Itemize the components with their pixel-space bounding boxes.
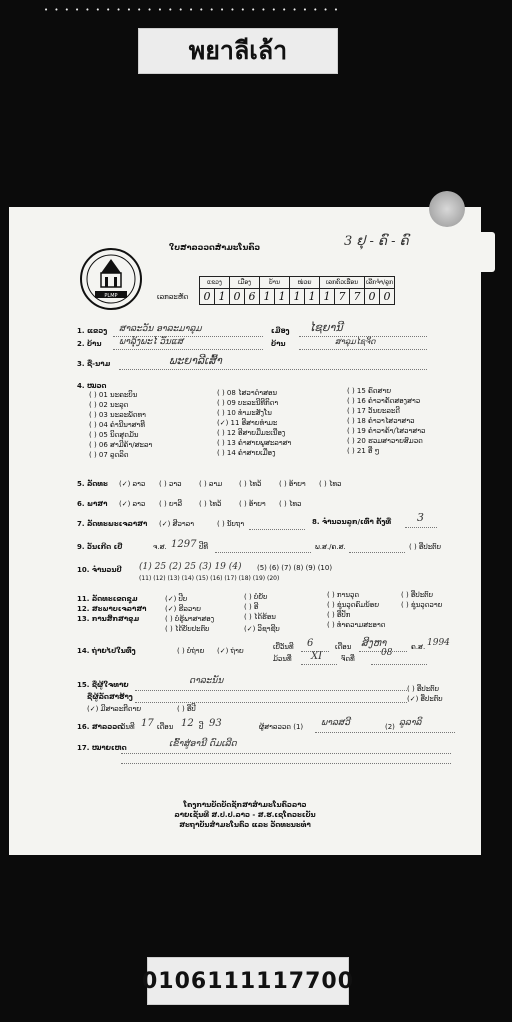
logo-text: PLMP xyxy=(104,293,118,299)
field-9-value: 1297 xyxy=(171,539,197,550)
option-item: ( ) 06 ສາມີຄ້າ/ສະລາ xyxy=(89,441,153,449)
field-13-b: ( ) ໄດ້ຮ້ອນ xyxy=(244,613,276,621)
code-column-header: ບ້ານ xyxy=(260,277,290,289)
option-item: ( ) 19 ຄຳວາຄ້າ/ໄສວາສາວ xyxy=(347,427,426,435)
field-14-roll: XI xyxy=(311,651,323,662)
field-14-b: (✓) ຖ່າຍ xyxy=(217,647,244,655)
option-item: ( ) ອ້າຍາ xyxy=(279,480,306,488)
field-16-by2-label: (2) xyxy=(385,723,395,731)
code-digit-cell: 7 xyxy=(335,289,350,305)
field-10-label: 10. ຈຳນວນປີ xyxy=(77,566,122,574)
option-item: ( ) 15 ຄົດສາຍ xyxy=(347,387,392,395)
option-item: ( ) ລາມ xyxy=(199,480,223,488)
field-11-label: 11. ລັດທະເຂດຊຸມ xyxy=(77,595,138,603)
option-item: ( ) 07 ລູດລິດ xyxy=(89,451,129,459)
field-1-right-label: ເມືອງ xyxy=(271,327,290,335)
code-digit-cell: 1 xyxy=(260,289,275,305)
option-item: ( ) 20 ຮວມສາວາຍສົມວດ xyxy=(347,437,423,445)
sheet-tab xyxy=(481,232,495,272)
field-1-right-value: ໄຊຍານີ xyxy=(309,321,343,334)
field-12-label: 12. ສະພາບເຈລາສາ xyxy=(77,605,147,613)
field-15b-b: ( ) ອີ່ປີ xyxy=(177,705,196,713)
field-16-month-label: ເດືອນ xyxy=(157,723,174,731)
field-16-by-label: ຜູ້ສາລວວດ (1) xyxy=(259,723,304,731)
option-item: ( ) 04 ຄຳນີນາສາທີ xyxy=(89,421,145,429)
option-item: ( ) ໄທວ xyxy=(319,480,342,488)
option-item: ( ) ຍາລີ xyxy=(159,500,183,508)
code-digit-cell: 1 xyxy=(290,289,305,305)
plmp-logo-icon xyxy=(79,247,143,311)
code-digit-cell: 1 xyxy=(215,289,230,305)
field-13-label: 13. ການສຶກສາຂຸມ xyxy=(77,615,140,623)
code-digit-cell: 6 xyxy=(245,289,260,305)
field-12-b: ( ) ອີ xyxy=(244,603,259,611)
code-column-header: ໜ່ວຍ xyxy=(290,277,320,289)
field-3-value: ພະຍາລີເສົ້າ xyxy=(169,354,222,367)
field-9-mid: ພ.ສ./ຄ.ສ. xyxy=(315,543,346,551)
field-1-label: 1. ແຂວງ xyxy=(77,327,108,335)
option-item: ( ) 01 ນະຄະບິນ xyxy=(89,391,138,399)
field-14-no: 08 xyxy=(381,648,393,658)
footer-line-3: ສະຖາບັນສຳມະໂນຄົວ ແລະ ວັດທະນະທຳ xyxy=(179,821,311,829)
option-item: ( ) 18 ຄຳວາໄສວາສາວ xyxy=(347,417,415,425)
field-13-b2: (✓) ວິຊາຊີບ xyxy=(244,625,280,633)
field-16-day: 17 xyxy=(141,718,154,729)
field-2-value: ພາລຸ້ງພະໄ ວັນແສ xyxy=(119,337,184,347)
field-2-right-label: ບ້ານ xyxy=(271,340,286,348)
film-perforation-dots: • • • • • • • • • • • • • • • • • • • • • • • • • • • • • xyxy=(44,6,341,14)
field-14-date-label: ເບີ່ວັນທີ xyxy=(273,643,294,651)
form-title: ໃບສາລວວດສຳມະໂນຄົວ xyxy=(169,243,261,252)
field-12-d: ( ) ຊຸ່ນວຸດວາຍ xyxy=(401,601,443,609)
field-2-right-value: ສາລຸມໄຊຈິດ xyxy=(335,337,376,346)
household-code-table xyxy=(199,276,395,305)
field-10-columns: (5) (6) (7) (8) (9) (10) xyxy=(257,564,333,572)
footer-line-1: ໂຄງການບັດບັດຊັກສາສຳມະໂນຄົວລາວ xyxy=(183,801,307,809)
field-13-a2: ( ) ໄດ້ບັບປະຕົບ xyxy=(165,625,210,633)
option-item: ( ) 21 ອີ່ ໆ xyxy=(347,447,380,455)
code-label: ເລກລະຫັດ xyxy=(157,293,189,301)
field-14-day: 6 xyxy=(307,638,314,649)
film-bottom-label: 0106111117700 xyxy=(147,957,349,1005)
field-7-label: 7. ລັດທະພະເຈລາສາ xyxy=(77,520,148,528)
field-1-value: ສາລະວັນ ອາລະມາລຸມ xyxy=(119,324,202,334)
code-digit-cell: 0 xyxy=(365,289,380,305)
field-12-c: ( ) ຊຸ່ນວຸດຄົມນ້ອຍ xyxy=(327,601,380,609)
field-9-label: 9. ວັນເກີດ ເປີ່ xyxy=(77,543,123,551)
option-item: ( ) 16 ຄຳວາຄັດສອງສາວ xyxy=(347,397,421,405)
field-15b-right: (✓) ອີ່ປະຕົບ xyxy=(407,695,443,703)
corner-handwritten-note: 3 ຢຸ - ຄົ - ຄົ xyxy=(344,234,409,249)
field-17-value: ເຂົ້າສູ່ອານີ ດົມເລີດ xyxy=(169,739,237,749)
field-4-label: 4. ໝວດ xyxy=(77,382,107,390)
option-item: ( ) 09 ບະລະນີທີກິດາ xyxy=(217,399,279,407)
footer-line-2: ລາຍເຊັນທີ ສ.ປ.ປ.ລາວ - ສ.ຮ.ເຊໂຄວະເບັນ xyxy=(174,811,316,819)
field-14-year: 1994 xyxy=(427,638,450,648)
field-13-c2: ( ) ອີ່ປັກ xyxy=(327,611,351,619)
option-item: (✓) ລາວ xyxy=(119,480,146,488)
field-7-option-1: (✓) ສີວາລາ xyxy=(159,520,194,528)
field-11-d: ( ) ອີ່ປະຕົບ xyxy=(401,591,434,599)
field-15b-label: ຊື່ຜູ້ລັດສາຮ້າງ xyxy=(87,693,133,701)
field-7-option-2: ( ) ນັບຖາ xyxy=(217,520,245,528)
option-item: ( ) 03 ນະລະພັດທາ xyxy=(89,411,146,419)
code-digit-cell: 0 xyxy=(230,289,245,305)
option-item: ( ) 17 ວັນຍະລະດີ xyxy=(347,407,400,415)
field-9-unit: ປີທີ xyxy=(199,543,208,551)
field-14-a: ( ) ບໍ່ຖ່າຍ xyxy=(177,647,205,655)
field-17-label: 17. ໝາຍເຫດ xyxy=(77,744,127,752)
option-item: ( ) ອ້າຍາ xyxy=(239,500,266,508)
option-item: ( ) 12 ອີສາຍມີ່ມະເນືອງ xyxy=(217,429,286,437)
code-digit-cell: 1 xyxy=(305,289,320,305)
code-digit-cell: 1 xyxy=(320,289,335,305)
option-item: ( ) ໄທວ້ xyxy=(239,480,262,488)
field-2-label: 2. ບ້ານ xyxy=(77,340,102,348)
code-column-header: ເລີກຈຳ/ລູກ xyxy=(365,277,395,289)
field-15-value: ດາລະນັນ xyxy=(189,676,224,686)
field-14-roll-label: ມ້ວນທີ່ xyxy=(273,655,292,663)
option-item: ( ) 14 ຄຳສາຍເມືອງ xyxy=(217,449,276,457)
option-item: ( ) 05 ນິດສຸດມັນ xyxy=(89,431,139,439)
option-item: ( ) 08 ໄສວາດຳສອນ xyxy=(217,389,278,397)
field-10-values: (1) 25 (2) 25 (3) 19 (4) xyxy=(139,562,242,572)
field-14-no-label: ຈົດທີ່ xyxy=(341,655,355,663)
field-11-c: ( ) ການວຸດ xyxy=(327,591,360,599)
field-5-label: 5. ລັດທະ xyxy=(77,480,108,488)
option-item: ( ) ໄທວ້ xyxy=(199,500,222,508)
field-14-year-label: ຄ.ສ. xyxy=(411,643,426,651)
code-column-header: ເລກຄົວເຮືອນ xyxy=(320,277,365,289)
field-16-month: 12 xyxy=(181,718,194,729)
field-16-year: 93 xyxy=(209,718,222,729)
field-6-label: 6. ພາສາ xyxy=(77,500,108,508)
field-8-label: 8. ຈຳນວນລູກ/ເທົ່າ ຄັ້ງທີ່ xyxy=(312,518,392,526)
option-item: ( ) 10 ທຳມະສັງໂນ xyxy=(217,409,272,417)
field-15-label: 15. ຊື່ຜູ້ໃຈທາຍ xyxy=(77,681,129,689)
census-form-sheet xyxy=(9,207,481,855)
option-item: ( ) ວາວ xyxy=(159,480,182,488)
film-top-label: พยาลีเล้า xyxy=(138,28,338,74)
code-digit-cell: 1 xyxy=(275,289,290,305)
field-8-value: 3 xyxy=(417,511,424,524)
code-digit-cell: 0 xyxy=(380,289,395,305)
field-15b-a: (✓) ມີສາລະກີດາຍ xyxy=(87,705,142,713)
field-13-a: ( ) ບໍ່ຮູ້ພາສາສອງ xyxy=(165,615,215,623)
field-9-prefix: ຈ.ສ. xyxy=(153,543,167,551)
option-item: ( ) 13 ຄຳສາຍພູສະລາສາ xyxy=(217,439,292,447)
code-column-header: ເມືອງ xyxy=(230,277,260,289)
code-digit-cell: 0 xyxy=(200,289,215,305)
code-digit-cell: 7 xyxy=(350,289,365,305)
field-16-label: 16. ສາລວວດ xyxy=(77,723,123,731)
option-item: ( ) ໄທວ xyxy=(279,500,302,508)
field-16-day-label: ວັນທີ xyxy=(121,723,135,731)
field-12-a: (✓) ຮີລວາຍ xyxy=(165,605,201,613)
field-13-c: ( ) ທຳຄວາມສະອາດ xyxy=(327,621,386,629)
option-item: (✓) ລາວ xyxy=(119,500,146,508)
field-16-by-2: ລູລາລິ xyxy=(399,718,422,728)
code-column-header: ແຂວງ xyxy=(200,277,230,289)
option-item: (✓) 11 ອີສາຍທຳມະ xyxy=(217,419,278,427)
field-16-year-label: ປີ xyxy=(199,723,204,731)
field-14-month: ສິງຫາ xyxy=(361,638,387,649)
field-14-label: 14. ຖ່າຍໄປໃນທົ່ງ xyxy=(77,647,136,655)
field-9-right: ( ) ອີ່ປະຕົບ xyxy=(409,543,442,551)
paper-stain xyxy=(429,191,465,227)
field-10-numbers: (11) (12) (13) (14) (15) (16) (17) (18) (19) (20) xyxy=(139,575,280,582)
field-11-a: (✓) ປີບ xyxy=(165,595,188,603)
field-11-b: ( ) ບໍ່ຍັບ xyxy=(244,593,268,601)
field-16-by-1: ພາລສວີ xyxy=(321,718,350,728)
field-3-label: 3. ຊື່-ນາມ xyxy=(77,360,111,368)
field-15-right: ( ) ອີ່ປະຕົບ xyxy=(407,685,440,693)
option-item: ( ) 02 ນະລຸດ xyxy=(89,401,129,409)
field-14-month-label: ເດືອນ xyxy=(335,643,352,651)
